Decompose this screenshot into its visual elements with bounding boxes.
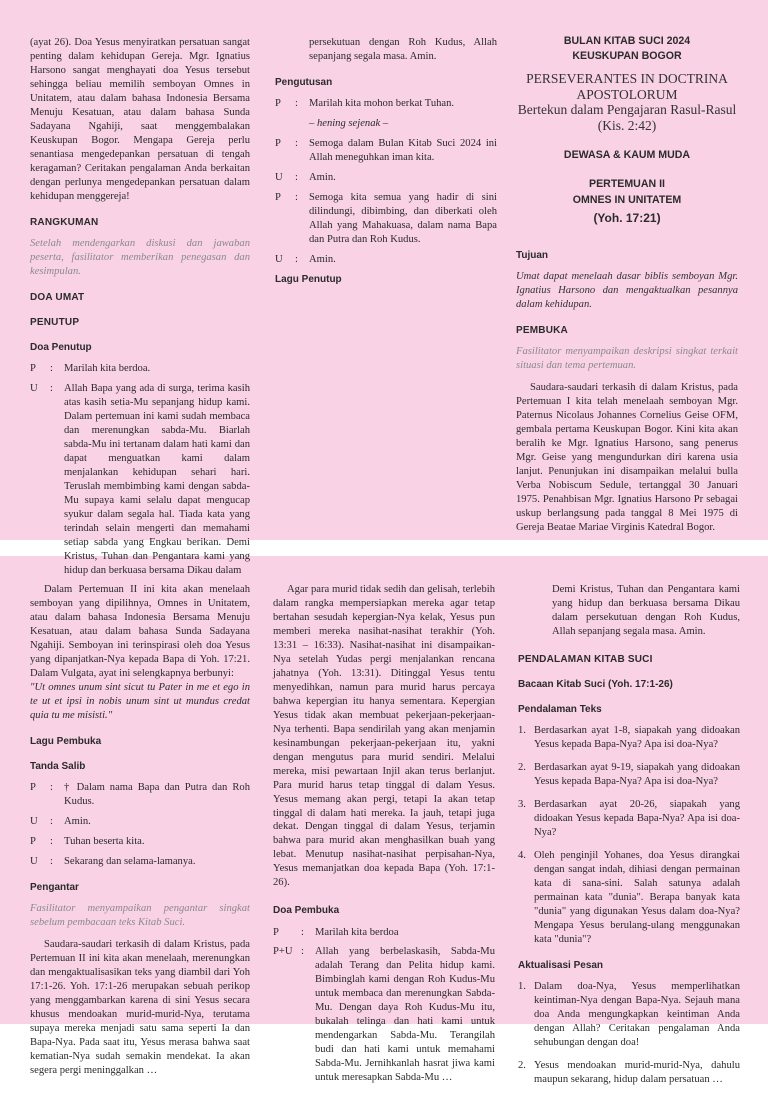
title-line: KEUSKUPAN BOGOR (572, 49, 682, 62)
aktualisasi-list (518, 980, 740, 1087)
colon: : (50, 782, 53, 794)
meeting-title (516, 177, 738, 227)
list-item (518, 724, 740, 752)
pengantar-paragraph: Saudara-saudari terkasih di dalam Kristus, pada Pertemuan II ini kita akan menelaah, merenungkan dan mengaktualisasikan teks yang diambil dari Yoh 17:1-26. Yoh. 17:1-26 merupakan sebuah perikop yang menggambarkan karena di sini Yesus secara khusus mendoakan murid-murid-Nya, terutama supaya mereka menjadi satu sama seperti Ia dan Bapa-Nya. Pada saat itu, Yesus merasa bahwa saat kematian-Nya sudah semakin mendekat. Ia akan segera pergi meninggalkan … (30, 939, 250, 1076)
speaker: U (30, 816, 38, 827)
intro-paragraph: Dalam Pertemuan II ini kita akan menelaah semboyan yang dipilihnya, Omnes in Unitatem, atau dalam bahasa Indonesia Bersama Menuju Kesatuan, atau dalam bahasa Sunda Sadayana Ngahiji. Semboyan ini terinspirasi oleh doa Yesus yang dipanjatkan-Nya kepada Bapa di Yoh. 17:21. Dalam Vulgata, ayat ini selengkapnya berbunyi: (30, 584, 250, 679)
title-line: BULAN KITAB SUCI 2024 (563, 35, 691, 47)
tanda-salib-heading: Tanda Salib (30, 760, 86, 772)
lagu-penutup-heading: Lagu Penutup (275, 273, 342, 285)
speaker: P (275, 98, 281, 110)
tanda-salib-text: † Dalam nama Bapa dan Putra dan Roh Kudus. (64, 782, 250, 808)
list-item (518, 761, 740, 789)
pendalaman-teks-heading: Pendalaman Teks (518, 704, 602, 716)
continuation-text: persekutuan dengan Roh Kudus, Allah sepanjang segala masa. Amin. (309, 37, 497, 62)
latin-quote: "Ut omnes unum sint sicut tu Pater in me et ego in te ut et ipsi in nobis unum sint ut mundus credat quia tu me misisti." (30, 681, 250, 721)
doa-pembuka-text: Allah yang berbelaskasih, Sabda-Mu adalah Terang dan Pelita hidup kami. Bimbinglah kami dengan Roh Kudus-Mu untuk membaca dan merenungkan Sabda-Mu. Dengan daya Roh Kudus-Mu itu, bukalah telinga dan hati kami untuk mendengarkan Sabda-Mu. Terangilah budi dan hati kami untuk memahami Sabda-Mu. Jernihkanlah hasrat jiwa kami untuk meresapkan Sabda-Mu … (315, 946, 495, 1084)
colon: : (301, 926, 304, 938)
pengutusan-text: Semoga dalam Bulan Kitab Suci 2024 ini Allah meneguhkan iman kita. (309, 138, 497, 164)
penutup-heading: PENUTUP (30, 316, 80, 328)
question-list (518, 724, 740, 947)
pembuka-note: Fasilitator menyampaikan deskripsi singkat terkait situasi dan tema pertemuan. (516, 346, 738, 372)
pengutusan-line (275, 253, 497, 267)
speaker: P+U (273, 946, 293, 958)
speaker: P (30, 782, 36, 794)
pendalaman-heading: PENDALAMAN KITAB SUCI (518, 653, 653, 665)
item-number: 3. (518, 799, 526, 811)
theme-latin (516, 71, 738, 102)
intro-paragraph: (ayat 26). Doa Yesus menyiratkan persatuan sangat penting dalam kehidupan Gereja. Mgr. Ignatius Harsono sangat menghayati doa Yesus tersebut sehingga beliau memilih semboyan Omnes in Unitatem, atau dalam bahasa Indonesia Bersama Menuju Kesatuan, atau dalam bahasa Sunda Sadayana Ngahiji, saat menggembalakan Keuskupan Bogor. Mengapa Gereja perlu senantiasa mengedepankan persatuan di tengah keragaman? Ceritakan pengalaman Anda berkaitan dengan perlunya mengedepankan persatuan dalam kehidupan menggereja! (30, 37, 250, 202)
theme-latin-line: PERSEVERANTES IN DOCTRINA (526, 71, 728, 87)
tujuan-text: Umat dapat menelaah dasar biblis semboyan Mgr. Ignatius Harsono dan mengaktualkan pesannya dalam kehidupan. (516, 271, 738, 311)
speaker: U (30, 855, 38, 867)
pengutusan-line (275, 97, 497, 111)
list-item (518, 849, 740, 947)
continuation-text: Demi Kristus, Tuhan dan Pengantara kami yang hidup dan berkuasa bersama Dikau dalam persekutuan dengan Roh Kudus, Allah sepanjang segala masa. Amin. (552, 584, 740, 637)
item-number: 2. (518, 762, 526, 774)
meeting-name: OMNES IN UNITATEM (572, 194, 682, 207)
item-text: Oleh penginjil Yohanes, doa Yesus dirangkai dengan sangat indah, dihiasi dengan permainan kata di sana-sini. Salah satunya adalah permainan kata "dunia". Berapa banyak kata "dunia" yang digunakan Yesus dalam doa-Nya? Mengapa Yesus berulang-ulang menggunakan kata "dunia"? (534, 850, 740, 946)
item-number: 2. (518, 1060, 526, 1072)
item-number: 4. (518, 850, 526, 862)
colon: : (50, 855, 53, 867)
colon (295, 117, 309, 131)
colon: : (295, 172, 298, 183)
pembuka-paragraph: Saudara-saudari terkasih di dalam Kristus, pada Pertemuan I kita telah menelaah semboyan Mgr. Paternus Nicolaus Johannes Cornelius Geise OFM, gembala pertama Keuskupan Bogor. Kini kita akan beralih ke Mgr. Ignatius Harsono, sang penerus Mgr. Geise yang mengundurkan diri karena usia lanjut. Penunjukan ini disampaikan melalui bulla Verba Nobiscum Sedule, tertanggal 30 Januari 1975. Penahbisan Mgr. Ignatius Harsono Pr sebagai uskup berlangsung pada tanggal 8 Mei 1975 di Gereja Beatae Mariae Virginis Katedral Bogor. (516, 382, 738, 533)
list-item (518, 1059, 740, 1087)
item-text: Yesus mendoakan murid-murid-Nya, dahulu maupun sekarang, hidup dalam persatuan … (534, 1060, 740, 1085)
colon: : (50, 816, 53, 827)
item-text: Berdasarkan ayat 9-19, siapakah yang didoakan Yesus kepada Bapa-Nya? Apa isi doa-Nya? (534, 762, 740, 788)
pengutusan-text: Amin. (309, 172, 336, 183)
aktualisasi-heading: Aktualisasi Pesan (518, 960, 604, 971)
tanda-salib-line (30, 835, 250, 849)
list-item (518, 798, 740, 840)
colon: : (295, 253, 298, 265)
colon: : (295, 138, 298, 150)
list-item (518, 980, 740, 1050)
pengutusan-heading: Pengutusan (275, 76, 333, 88)
bottom-column-2 (273, 583, 495, 1091)
colon: : (301, 946, 304, 958)
meeting-number: PERTEMUAN II (589, 178, 665, 191)
tanda-salib-line (30, 815, 250, 829)
doa-pembuka-line (273, 945, 495, 1085)
top-column-3 (516, 34, 738, 541)
speaker: P (30, 363, 36, 375)
speaker: P (275, 191, 281, 203)
booklet-title (516, 34, 738, 63)
item-number: 1. (518, 725, 526, 737)
colon: : (295, 191, 298, 203)
speaker: U (275, 253, 283, 265)
theme-latin-line: APOSTOLORUM (576, 86, 678, 102)
speaker: P (275, 138, 281, 150)
speaker: U (275, 172, 283, 183)
pengutusan-text: Amin. (309, 253, 336, 265)
item-text: Dalam doa-Nya, Yesus memperlihatkan keintiman-Nya dengan Bapa-Nya. Sejauh mana doa Anda mengungkapkan keintiman Anda dengan Allah? Ceritakan pengalaman Anda sehubungan dengan doa! (534, 981, 740, 1049)
pengutusan-text: Marilah kita mohon berkat Tuhan. (309, 98, 455, 110)
doa-pembuka-text: Marilah kita berdoa (315, 926, 399, 938)
lagu-pembuka-heading: Lagu Pembuka (30, 735, 102, 747)
tanda-salib-line (30, 855, 250, 869)
pembuka-heading: PEMBUKA (516, 325, 568, 337)
bottom-column-3 (518, 583, 740, 1096)
speaker: P (273, 926, 279, 938)
colon: : (50, 363, 53, 375)
colon: : (50, 835, 53, 847)
rangkuman-note: Setelah mendengarkan diskusi dan jawaban peserta, fasilitator memberikan penegasan dan kesimpulan. (30, 237, 250, 277)
context-paragraph: Agar para murid tidak sedih dan gelisah, terlebih dalam rangka mempersiapkan mereka agar tetap bertahan sesudah kepergian-Nya kelak, Yesus pun memberi mereka nasihat-nasihat terakhir (Yoh. 13:31 – 16:33). Nasihat-nasihat ini disampaikan-Nya setelah Yudas pergi menjalankan rencana jahatnya (Yoh. 13:31). Ditinggal Yesus tentu menyedihkan, namun para murid harus percaya bahwa kepergian itu hanya sementara. Kepergian Yesus tidak akan membuat pekerjaan-pekerjaan-Nya terhenti. Bapa sendirilah yang akan menjamin kesinambungan pekerjaan-pekerjaan itu, yakni dengan mengutus para murid sendiri. Melalui mereka, misi pewartaan Injil akan terus berlanjut. Para murid harus tetap tinggal di dalam Yesus. Yesus memang akan pergi, tetapi Ia akan tetap tinggal di dalam hati mereka. Ia jauh, tetapi juga dekat. Dengan tinggal di dalam Yesus, terjamin bahwa para murid akan menghasilkan buah yang lebat. Menutup nasihat-nasihat perpisahan-Nya, Yesus memanjatkan doa kepada Bapa (Yoh. 17:1-26). (273, 584, 495, 889)
bacaan-heading: Bacaan Kitab Suci (Yoh. 17:1-26) (518, 679, 673, 691)
prayer-text: Allah Bapa yang ada di surga, terima kasih atas kasih setia-Mu sepanjang hidup kami. Dalam pertemuan ini kami sudah membaca dan merenungkan sabda-Mu. Biarlah sabda-Mu ini tertanam dalam hati kami dan dapat menguatkan kami dalam menjalankan kehidupan sehari hari. Teruslah membimbing kami dengan sabda-Mu supaya kami selalu dapat mengucap syukur dalam segala hal. Tiada kata yang terindah selain mengerti dan memahami setiap sabda yang Engkau berikan. Demi Kristus, Tuhan dan Pengantara kami yang hidup dan berkuasa bersama Dikau dalam (64, 383, 250, 576)
audience-label: DEWASA & KAUM MUDA (563, 149, 691, 162)
pengantar-note: Fasilitator menyampaikan pengantar singkat sebelum pembacaan teks Kitab Suci. (30, 903, 250, 929)
tanda-salib-text: Tuhan beserta kita. (64, 835, 145, 847)
bottom-column-1 (30, 583, 250, 1084)
theme-subtitle-line: Bertekun dalam Pengajaran Rasul-Rasul (517, 102, 737, 118)
pengutusan-line (275, 117, 497, 131)
top-column-1 (30, 36, 250, 584)
top-column-2 (275, 36, 497, 294)
item-text: Berdasarkan ayat 20-26, siapakah yang didoakan Yesus kepada Bapa-Nya? Apa isi doa-Nya? (534, 799, 740, 839)
doa-pembuka-heading: Doa Pembuka (273, 905, 340, 917)
pengantar-heading: Pengantar (30, 881, 79, 893)
pengutusan-line (275, 191, 497, 247)
speaker: P (30, 835, 36, 847)
colon: : (295, 98, 298, 110)
pengutusan-text: Semoga kita semua yang hadir di sini dilindungi, dibimbing, dan diberkati oleh Allah yang Mahakuasa, dalam nama Bapa dan Putra dan Roh Kudus. (309, 191, 497, 245)
meeting-reference: (Yoh. 17:21) (593, 211, 661, 226)
speaker: U (30, 383, 38, 395)
tanda-salib-text: Sekarang dan selama-lamanya. (64, 855, 196, 867)
item-number: 1. (518, 981, 526, 993)
item-text: Berdasarkan ayat 1-8, siapakah yang didoakan Yesus kepada Bapa-Nya? Apa isi doa-Nya? (534, 725, 740, 751)
prayer-line (30, 362, 250, 376)
theme-subtitle (516, 102, 738, 133)
tujuan-heading: Tujuan (516, 250, 549, 262)
prayer-line (30, 382, 250, 578)
theme-reference: (Kis. 2:42) (597, 117, 657, 133)
tanda-salib-line (30, 781, 250, 809)
speaker (275, 117, 295, 131)
pengutusan-line (275, 171, 497, 185)
doa-penutup-heading: Doa Penutup (30, 342, 92, 354)
pengutusan-line (275, 137, 497, 165)
prayer-text: Marilah kita berdoa. (64, 363, 151, 375)
tanda-salib-text: Amin. (64, 816, 91, 827)
silence-note: – hening sejenak – (309, 118, 389, 130)
doa-pembuka-line (273, 926, 495, 940)
colon: : (50, 383, 53, 395)
rangkuman-heading: RANGKUMAN (30, 216, 99, 228)
doa-umat-heading: DOA UMAT (30, 291, 85, 303)
